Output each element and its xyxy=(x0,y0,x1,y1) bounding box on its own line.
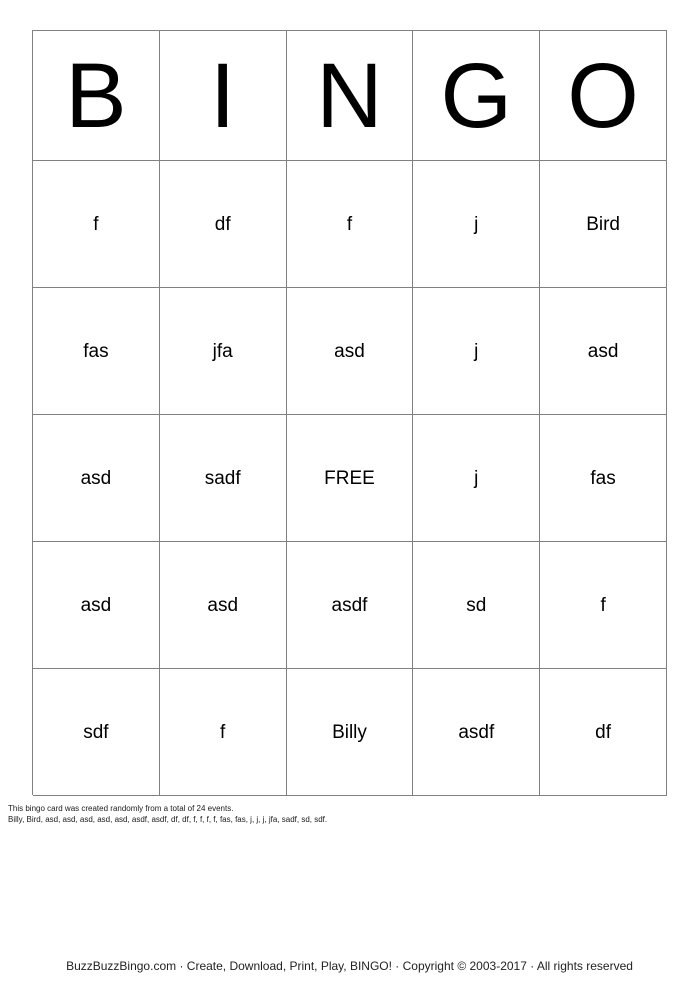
bingo-header-letter: I xyxy=(209,44,236,147)
bingo-cell-label: asdf xyxy=(458,721,495,743)
bingo-cell[interactable] xyxy=(33,161,160,288)
bingo-header-letter: G xyxy=(440,44,513,147)
bingo-row xyxy=(33,415,667,542)
bingo-cell-label: asd xyxy=(587,340,619,362)
bingo-cell[interactable] xyxy=(413,542,540,669)
page-footer xyxy=(0,958,699,974)
bingo-cell-label: asd xyxy=(334,340,365,362)
bingo-cell-free[interactable] xyxy=(287,415,414,542)
bingo-cell[interactable] xyxy=(413,669,540,796)
bingo-cell[interactable] xyxy=(287,542,414,669)
bingo-row xyxy=(33,161,667,288)
bingo-cell[interactable] xyxy=(287,669,414,796)
bingo-cell[interactable] xyxy=(160,669,287,796)
bingo-header-cell-o xyxy=(540,31,667,161)
card-caption xyxy=(8,803,668,825)
bingo-header-cell-i xyxy=(160,31,287,161)
bingo-cell-label: df xyxy=(214,213,231,235)
bingo-cell-label: df xyxy=(595,721,612,743)
bingo-cell[interactable] xyxy=(160,288,287,415)
bingo-cell-label: asd xyxy=(80,594,112,616)
bingo-cell[interactable] xyxy=(540,415,667,542)
bingo-cell-label: f xyxy=(600,594,606,616)
bingo-cell[interactable] xyxy=(160,161,287,288)
caption-line-summary: This bingo card was created randomly from a total of 24 events. xyxy=(8,804,234,813)
bingo-cell-label: fas xyxy=(590,467,616,489)
bingo-cell-label: FREE xyxy=(324,467,375,489)
bingo-cell-label: Billy xyxy=(332,721,367,743)
bingo-cell-label: jfa xyxy=(212,340,233,362)
bingo-cell-label: fas xyxy=(83,340,109,362)
bingo-cell[interactable] xyxy=(33,415,160,542)
bingo-cell[interactable] xyxy=(33,288,160,415)
bingo-row xyxy=(33,669,667,796)
bingo-cell[interactable] xyxy=(413,415,540,542)
bingo-cell[interactable] xyxy=(413,161,540,288)
bingo-cell[interactable] xyxy=(413,288,540,415)
bingo-header-cell-b xyxy=(33,31,160,161)
bingo-cell-label: Bird xyxy=(586,213,620,235)
bingo-cell[interactable] xyxy=(287,288,414,415)
bingo-cell[interactable] xyxy=(540,288,667,415)
bingo-cell-label: f xyxy=(220,721,226,743)
bingo-header-letter: O xyxy=(567,44,639,147)
bingo-cell-label: j xyxy=(474,213,479,235)
caption-line-event-list: Billy, Bird, asd, asd, asd, asd, asd, asdf, asdf, df, df, f, f, f, f, fas, fas, j, j, j, jfa, sadf, sd, sdf. xyxy=(8,815,328,824)
bingo-header-letter: N xyxy=(316,44,383,147)
bingo-header-cell-g xyxy=(413,31,540,161)
bingo-cell-label: j xyxy=(474,467,479,489)
bingo-header-letter: B xyxy=(65,44,127,147)
bingo-row xyxy=(33,542,667,669)
bingo-row xyxy=(33,288,667,415)
bingo-cell-label: f xyxy=(93,213,99,235)
bingo-card-grid xyxy=(32,30,667,795)
bingo-cell-label: sdf xyxy=(83,721,109,743)
bingo-cell-label: f xyxy=(346,213,353,235)
bingo-cell-label: sadf xyxy=(204,467,241,489)
bingo-cell[interactable] xyxy=(540,161,667,288)
bingo-cell-label: asd xyxy=(80,467,112,489)
bingo-cell-label: asd xyxy=(207,594,239,616)
bingo-cell[interactable] xyxy=(540,669,667,796)
bingo-cell[interactable] xyxy=(33,542,160,669)
footer-text: BuzzBuzzBingo.com · Create, Download, Print, Play, BINGO! · Copyright © 2003-2017 · All rights reserved xyxy=(66,959,633,973)
bingo-header-cell-n xyxy=(287,31,414,161)
bingo-cell[interactable] xyxy=(33,669,160,796)
bingo-header-row xyxy=(33,31,667,161)
bingo-cell[interactable] xyxy=(160,415,287,542)
bingo-cell[interactable] xyxy=(287,161,414,288)
bingo-cell-label: j xyxy=(474,340,479,362)
bingo-cell-label: asdf xyxy=(331,594,368,616)
bingo-cell-label: sd xyxy=(466,594,487,616)
bingo-cell[interactable] xyxy=(540,542,667,669)
bingo-cell[interactable] xyxy=(160,542,287,669)
